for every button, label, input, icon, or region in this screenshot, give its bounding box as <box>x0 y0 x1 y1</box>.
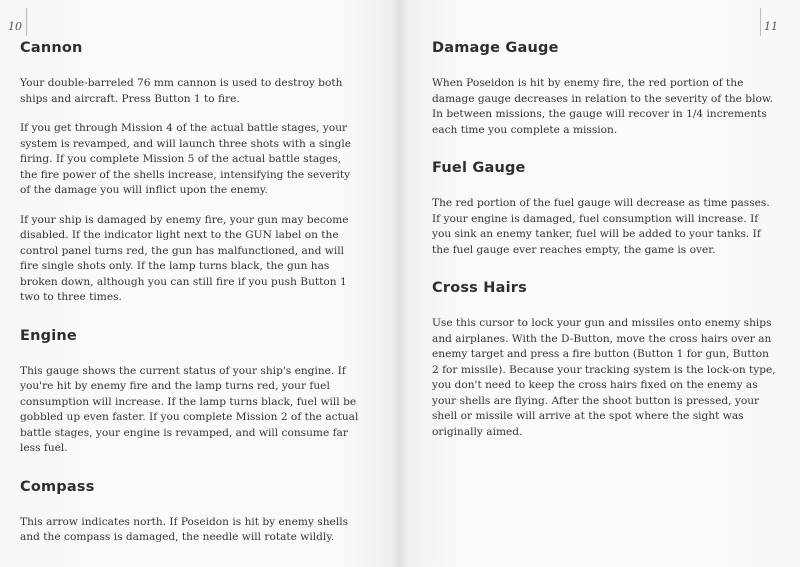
right-page-number: 11 <box>764 20 778 33</box>
left-column <box>20 40 360 560</box>
left-page-number: 10 <box>8 20 22 33</box>
paragraph: The red portion of the fuel gauge will decrease as time passes. If your engine is damaged, fuel consumption will increase. If you sink an enemy tanker, fuel will be added to your tanks. If the fuel gauge ever reaches empty, the game is over. <box>432 197 770 256</box>
section-cannon <box>20 40 360 306</box>
section-compass <box>20 479 360 546</box>
paragraph: This arrow indicates north. If Poseidon is hit by enemy shells and the compass is damaged, the needle will rotate wildly. <box>20 515 349 543</box>
right-header-rule <box>760 8 761 36</box>
book-gutter <box>392 0 408 567</box>
paragraph: If you get through Mission 4 of the actual battle stages, your system is revamped, and will launch three shots with a single firing. If you complete Mission 5 of the actual battle stages, the fire power of the shells increase, intensifying the severity of the damage you will inflict upon the enemy. <box>20 122 352 196</box>
paragraph: This gauge shows the current status of your ship's engine. If you're hit by enemy fire and the lamp turns red, your fuel consumption will increase. If the lamp turns black, fuel will be gobbled up even faster. If you complete Mission 2 of the actual battle stages, your engine is revamped, and will consume far less fuel. <box>20 364 359 454</box>
right-column <box>432 40 777 454</box>
section-engine <box>20 328 360 457</box>
section-fuel-gauge <box>432 160 777 258</box>
section-heading-compass: Compass <box>20 478 95 495</box>
section-heading-cannon: Cannon <box>20 40 83 56</box>
section-heading-engine: Engine <box>20 327 77 344</box>
section-damage-gauge <box>432 40 777 138</box>
section-heading-cross-hairs: Cross Hairs <box>432 280 527 296</box>
paragraph: Use this cursor to lock your gun and missiles onto enemy ships and airplanes. With the D-Button, move the cross hairs over an enemy target and press a fire button (Button 1 for gun, Button 2 for missile). Because your tracking system is the lock-on type, you don't need to keep the cross hairs fixed on the enemy as your shells are flying. After the shoot button is pressed, your shell or missile will arrive at the spot where the sight was originally aimed. <box>432 317 776 438</box>
paragraph: If your ship is damaged by enemy fire, your gun may become disabled. If the indicator light next to the GUN label on the control panel turns red, the gun has malfunctioned, and will fire single shots only. If the lamp turns black, the gun has broken down, although you can still fire if you push Button 1 two to three times. <box>20 213 349 303</box>
left-header-rule <box>26 8 27 36</box>
section-heading-damage-gauge: Damage Gauge <box>432 40 559 56</box>
paragraph: Your double-barreled 76 mm cannon is used to destroy both ships and aircraft. Press Button 1 to fire. <box>20 77 343 105</box>
section-cross-hairs <box>432 280 777 440</box>
section-heading-fuel-gauge: Fuel Gauge <box>432 160 526 176</box>
paragraph: When Poseidon is hit by enemy fire, the red portion of the damage gauge decreases in relation to the severity of the blow. In between missions, the gauge will recover in 1/4 increments each time you complete a mission. <box>432 77 774 136</box>
